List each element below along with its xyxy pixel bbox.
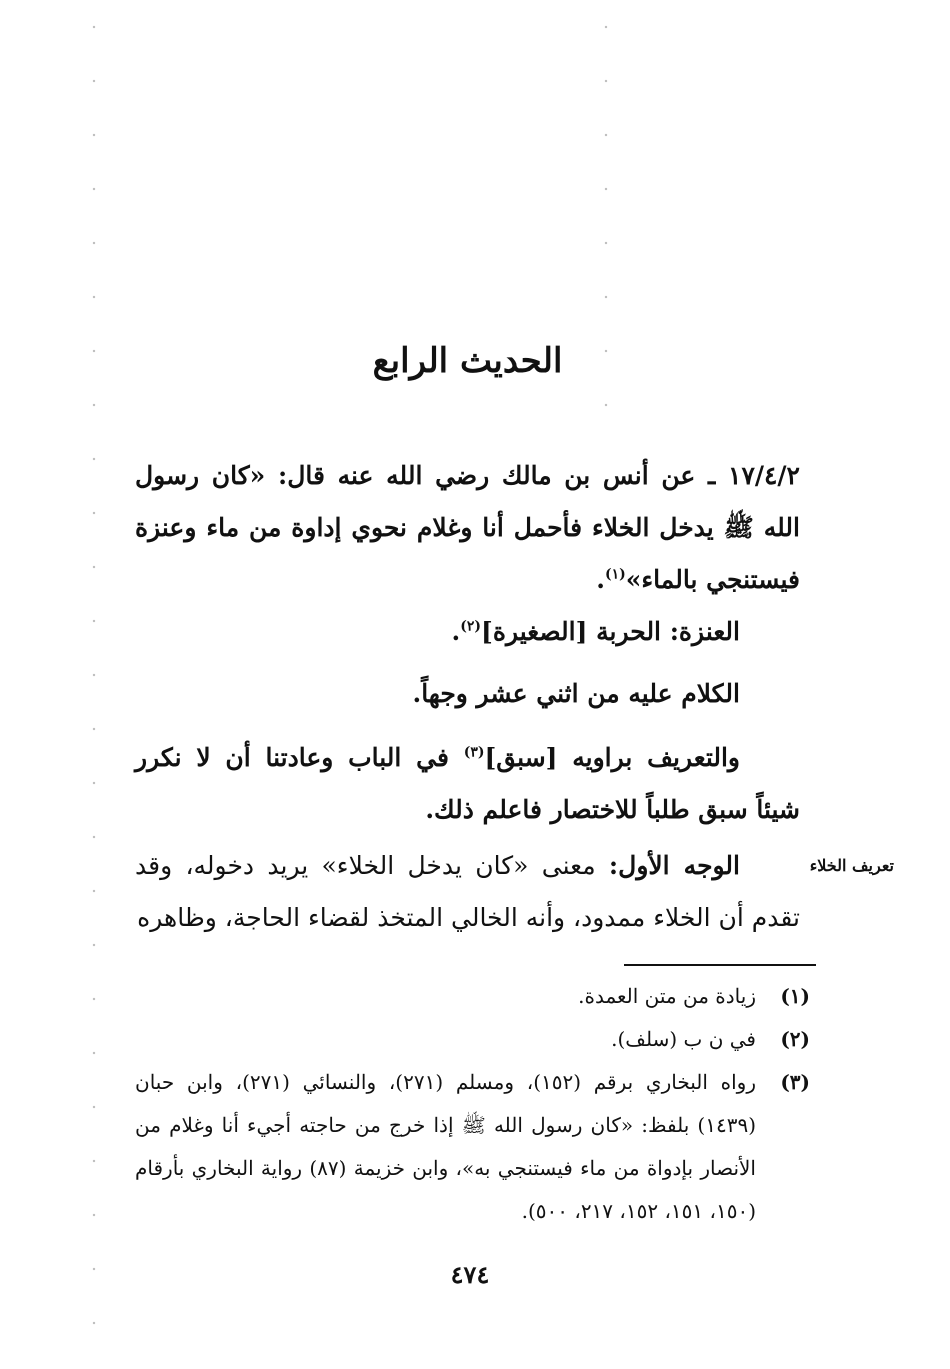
anaza-paragraph: [135, 606, 800, 658]
margin-note: تعريف الخلاء: [809, 856, 894, 875]
page-number: ٤٧٤: [450, 1260, 490, 1289]
tarif-text-after: في الباب وعادتنا أن لا نكرر شيئاً سبق طلباً للاختصار فاعلم ذلك.: [135, 743, 800, 824]
tarif-text-before: والتعريف براويه [سبق]: [484, 743, 740, 772]
scan-artifact-dots: [92, 0, 96, 1369]
hadith-paragraph: [135, 450, 800, 606]
footnote-1: [135, 975, 810, 1018]
tarif-paragraph: [135, 732, 800, 836]
footnote-text: في ن ب (سلف).: [611, 1027, 756, 1051]
footnote-number: (١): [780, 984, 810, 1008]
kalam-text: الكلام عليه من اثني عشر وجهاً.: [412, 679, 740, 708]
kalam-paragraph: [135, 668, 800, 720]
hadith-end: .: [596, 565, 605, 594]
footnote-ref-3: (٣): [463, 744, 485, 761]
footnote-ref-1: (١): [605, 566, 626, 583]
page-title: الحديث الرابع: [372, 340, 563, 381]
first-aspect-paragraph: [135, 840, 800, 944]
footnote-separator: [624, 964, 816, 966]
footnote-3: [135, 1061, 810, 1233]
anaza-text: العنزة: الحربة [الصغيرة]: [481, 617, 740, 646]
first-aspect-lead: الوجه الأول:: [608, 851, 740, 880]
footnote-ref-2: (٢): [460, 618, 482, 635]
footnote-number: (٢): [780, 1027, 810, 1051]
footnote-text: رواه البخاري برقم (١٥٢)، ومسلم (٢٧١)، والنسائي (٢٧١)، وابن حبان (١٤٣٩) بلفظ: «كان رسول الله ﷺ إذا خرج من حاجته أجيء أنا وغلام من الأنصار بإدواة من ماء فيستنجي به»، وابن خزيمة (٨٧) رواية البخاري بأرقام (١٥٠، ١٥١، ١٥٢، ٢١٧، ٥٠٠).: [135, 1070, 757, 1223]
footnote-2: [135, 1018, 810, 1061]
anaza-end: .: [451, 617, 461, 646]
hadith-text: ١٧/٤/٢ ـ عن أنس بن مالك رضي الله عنه قال: «كان رسول الله ﷺ يدخل الخلاء فأحمل أنا وغلام نحوي إداوة من ماء وعنزة فيستنجي بالماء»: [135, 461, 800, 594]
first-aspect-text: معنى «كان يدخل الخلاء» يريد دخوله، وقد تقدم أن الخلاء ممدود، وأنه الخالي المتخذ لقضاء الحاجة، وظاهره: [135, 851, 800, 932]
footnote-text: زيادة من متن العمدة.: [578, 984, 756, 1008]
footnotes: [135, 975, 810, 1233]
footnote-number: (٣): [780, 1070, 810, 1094]
